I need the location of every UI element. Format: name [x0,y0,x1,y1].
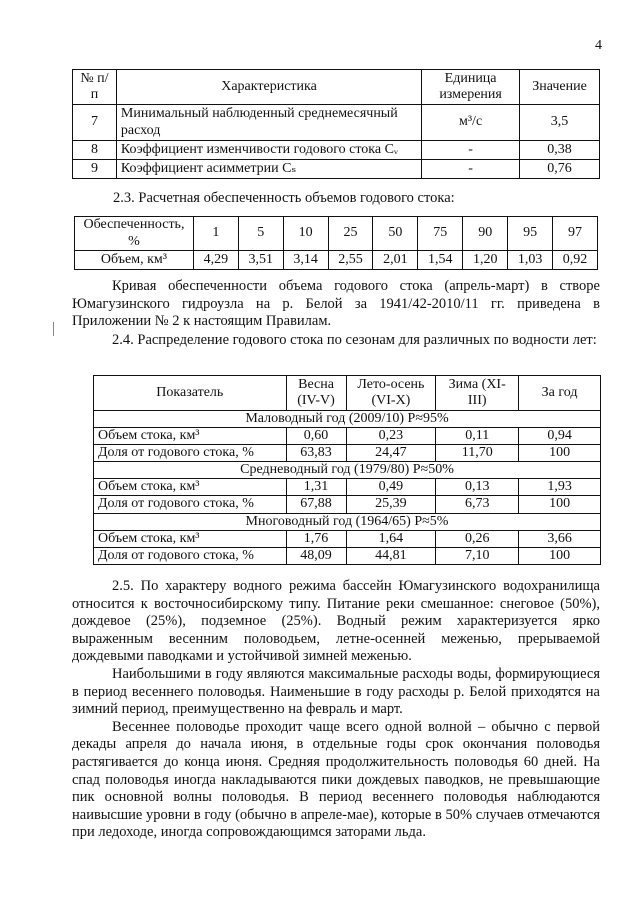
cell-summer: 24,47 [346,445,436,462]
header-num: № п/п [73,70,117,105]
group-title: Маловодный год (2009/10) P≈95% [94,411,601,428]
table-row [94,479,601,496]
cell-year: 1,93 [519,479,601,496]
probability-cell: 5 [238,217,283,251]
table-row [94,445,601,462]
row-unit: м³/с [422,105,520,141]
table-row [73,105,600,141]
row-unit: - [422,160,520,179]
paragraph-max-discharge: Наибольшими в году являются максимальные расходы воды, формирующиеся в период весеннего половодья. Наименьшие в году расходы р. Белой приходятся на зимний период, преимущественно на февраль и март. [72,665,600,718]
volume-label: Объем, км³ [75,251,194,270]
cell-summer: 0,49 [346,479,436,496]
group-title: Многоводный год (1964/65) P≈5% [94,513,601,530]
cell-spring: 1,76 [286,530,346,547]
probability-label: Обеспеченность, % [75,217,194,251]
header-characteristic: Характеристика [116,70,421,105]
volume-cell: 3,14 [283,251,328,270]
row-characteristic: Коэффициент асимметрии Cₛ [116,160,421,179]
header-year: За год [519,376,601,411]
cell-year: 100 [519,547,601,564]
seasonal-runoff-table [93,375,601,565]
row-num: 8 [73,141,117,160]
probability-row [75,217,598,251]
paragraph-2-5: 2.5. По характеру водного режима бассейн Юмагузинского водохранилища относится к восточносибирскому типу. Питание реки смешанное: снеговое (50%), дождевое (25%), подземное (25%). Водный режим характеризуется ярко выраженным весенним половодьем, летне-осенней меженью, прерываемой дождевыми паводками и устойчивой зимней меженью. [72,578,600,665]
cell-winter: 0,26 [436,530,519,547]
paragraph-spring-flood: Весеннее половодье проходит чаще всего одной волной – обычно с первой декады апреля до начала июня, в отдельные годы срок окончания половодья растягивается до конца июня. Средняя продолжительность половодья 60 дней. На спад половодья иногда накладываются пики дождевых паводков, не превышающие пик основной волны половодья. В период весеннего половодья наблюдаются наивысшие уровни в году (обычно в апреле-мае), которые в 50% случаев отмечаются при ледоходе, иногда сопровождающимся заторами льда. [72,718,600,841]
cell-spring: 63,83 [286,445,346,462]
curve-paragraph-text: Кривая обеспеченности объема годового стока (апрель-март) в створе Юмагузинского гидроузла на р. Белой за 1941/42-2010/11 гг. приведена в Приложении № 2 к настоящим Правилам. [72,278,600,330]
table-row [73,160,600,179]
volume-cell: 2,55 [328,251,373,270]
row-characteristic: Коэффициент изменчивости годового стока Cᵥ [116,141,421,160]
row-label: Объем стока, км³ [94,530,287,547]
volume-row [75,251,598,270]
header-summer-autumn: Лето-осень (VI-X) [346,376,436,411]
table-header-row [73,70,600,105]
table-row [73,141,600,160]
volume-cell: 1,54 [418,251,463,270]
probability-cell: 90 [463,217,508,251]
header-unit: Единица измерения [422,70,520,105]
header-winter: Зима (XI-III) [436,376,519,411]
cell-summer: 1,64 [346,530,436,547]
probability-table [74,216,598,270]
row-label: Доля от годового стока, % [94,445,287,462]
margin-mark [53,322,54,336]
probability-cell: 1 [193,217,238,251]
page-number: 4 [595,38,602,53]
group-title: Средневодный год (1979/80) P≈50% [94,462,601,479]
body-text [72,578,600,842]
probability-cell: 25 [328,217,373,251]
cell-year: 100 [519,496,601,513]
row-value: 0,38 [520,141,600,160]
row-num: 9 [73,160,117,179]
cell-spring: 48,09 [286,547,346,564]
header-spring: Весна (IV-V) [286,376,346,411]
volume-cell: 0,92 [553,251,598,270]
cell-spring: 67,88 [286,496,346,513]
cell-summer: 25,39 [346,496,436,513]
group-title-row [94,411,601,428]
table-row [94,547,601,564]
row-label: Доля от годового стока, % [94,496,287,513]
row-label: Доля от годового стока, % [94,547,287,564]
curve-paragraph [72,278,600,331]
header-indicator: Показатель [94,376,287,411]
probability-cell: 97 [553,217,598,251]
section-2-4-heading: 2.4. Распределение годового стока по сезонам для различных по водности лет: [112,332,597,348]
cell-winter: 0,13 [436,479,519,496]
cell-year: 3,66 [519,530,601,547]
section-2-4-block [72,332,600,350]
cell-summer: 0,23 [346,428,436,445]
header-value: Значение [520,70,600,105]
cell-spring: 0,60 [286,428,346,445]
volume-cell: 3,51 [238,251,283,270]
volume-cell: 1,20 [463,251,508,270]
characteristics-table [72,69,600,179]
section-2-3-heading: 2.3. Расчетная обеспеченность объемов годового стока: [113,190,455,206]
group-title-row [94,462,601,479]
cell-year: 0,94 [519,428,601,445]
probability-cell: 10 [283,217,328,251]
volume-cell: 1,03 [508,251,553,270]
probability-cell: 95 [508,217,553,251]
table-header-row [94,376,601,411]
row-characteristic: Минимальный наблюденный среднемесячный расход [116,105,421,141]
row-label: Объем стока, км³ [94,479,287,496]
cell-winter: 0,11 [436,428,519,445]
row-num: 7 [73,105,117,141]
table-row [94,428,601,445]
cell-summer: 44,81 [346,547,436,564]
table-row [94,496,601,513]
volume-cell: 4,29 [193,251,238,270]
cell-spring: 1,31 [286,479,346,496]
cell-winter: 6,73 [436,496,519,513]
cell-winter: 11,70 [436,445,519,462]
table-row [94,530,601,547]
probability-cell: 50 [373,217,418,251]
cell-year: 100 [519,445,601,462]
probability-cell: 75 [418,217,463,251]
row-value: 3,5 [520,105,600,141]
group-title-row [94,513,601,530]
cell-winter: 7,10 [436,547,519,564]
volume-cell: 2,01 [373,251,418,270]
row-label: Объем стока, км³ [94,428,287,445]
row-value: 0,76 [520,160,600,179]
row-unit: - [422,141,520,160]
